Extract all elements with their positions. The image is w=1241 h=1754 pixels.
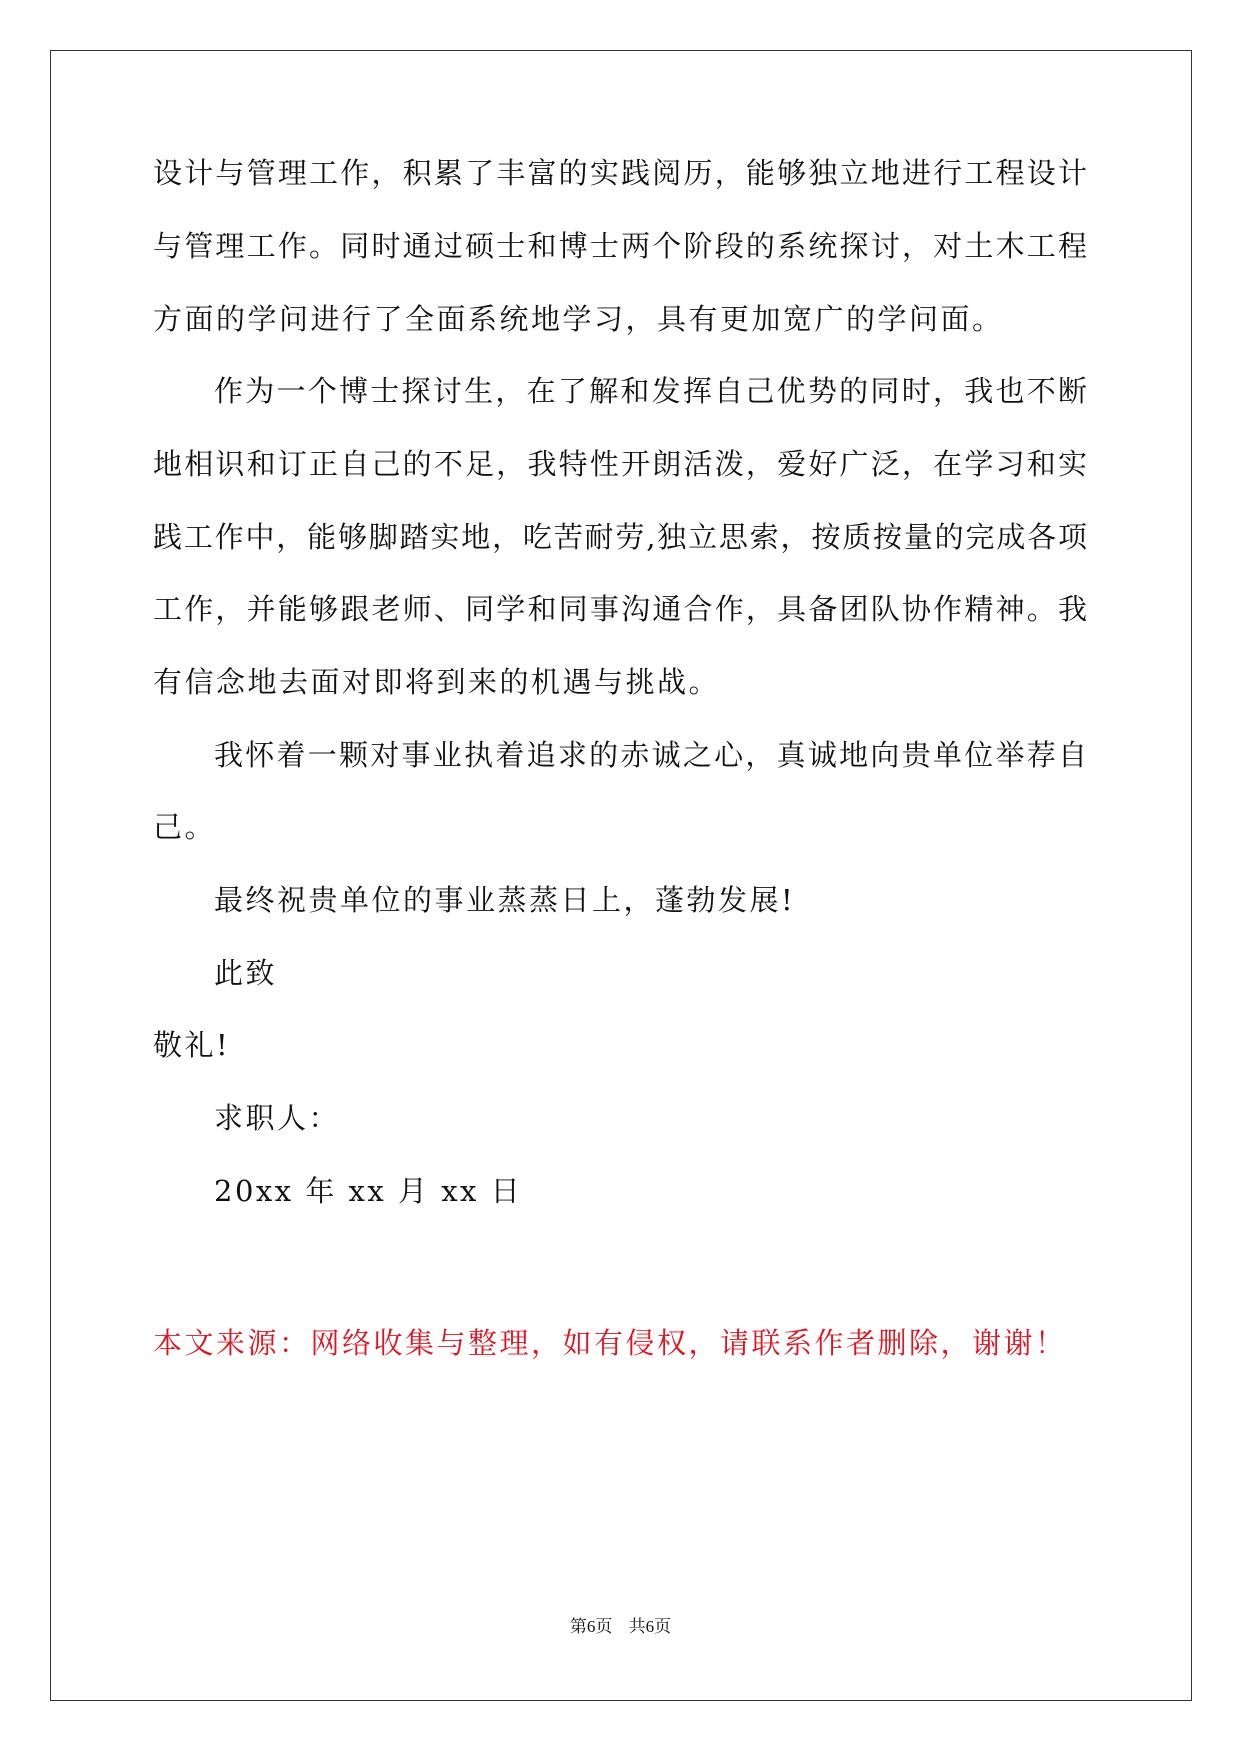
page-total: 共6页 (628, 1617, 672, 1636)
body-line: 己。 (153, 810, 217, 844)
body-line: 工作，并能够跟老师、同学和同事沟通合作，具备团队协作精神。我 (153, 592, 1087, 626)
greeting: 敬礼! (153, 1028, 231, 1062)
body-line: 方面的学问进行了全面系统地学习，具有更加宽广的学问面。 (153, 302, 1004, 336)
page-number: 第6页 (569, 1617, 613, 1636)
body-line: 有信念地去面对即将到来的机遇与挑战。 (153, 665, 721, 699)
closing-wish: 最终祝贵单位的事业蒸蒸日上，蓬勃发展! (214, 883, 796, 917)
salutation: 此致 (214, 956, 278, 990)
body-line: 作为一个博士探讨生，在了解和发挥自己优势的同时，我也不断 (214, 374, 1087, 408)
date-line: 20xx 年 xx 月 xx 日 (214, 1174, 523, 1208)
page-border (50, 50, 1192, 1701)
page-footer (0, 1612, 1241, 1637)
body-line: 设计与管理工作，积累了丰富的实践阅历，能够独立地进行工程设计 (153, 156, 1087, 190)
applicant-label: 求职人： (214, 1101, 341, 1135)
source-note: 本文来源：网络收集与整理，如有侵权，请联系作者删除，谢谢！ (153, 1326, 1067, 1360)
body-line: 与管理工作。同时通过硕士和博士两个阶段的系统探讨，对土木工程 (153, 229, 1087, 263)
body-line: 我怀着一颗对事业执着追求的赤诚之心，真诚地向贵单位举荐自 (214, 738, 1087, 772)
body-line: 践工作中，能够脚踏实地，吃苦耐劳,独立思索，按质按量的完成各项 (153, 520, 1087, 554)
body-line: 地相识和订正自己的不足，我特性开朗活泼，爱好广泛，在学习和实 (153, 447, 1087, 481)
